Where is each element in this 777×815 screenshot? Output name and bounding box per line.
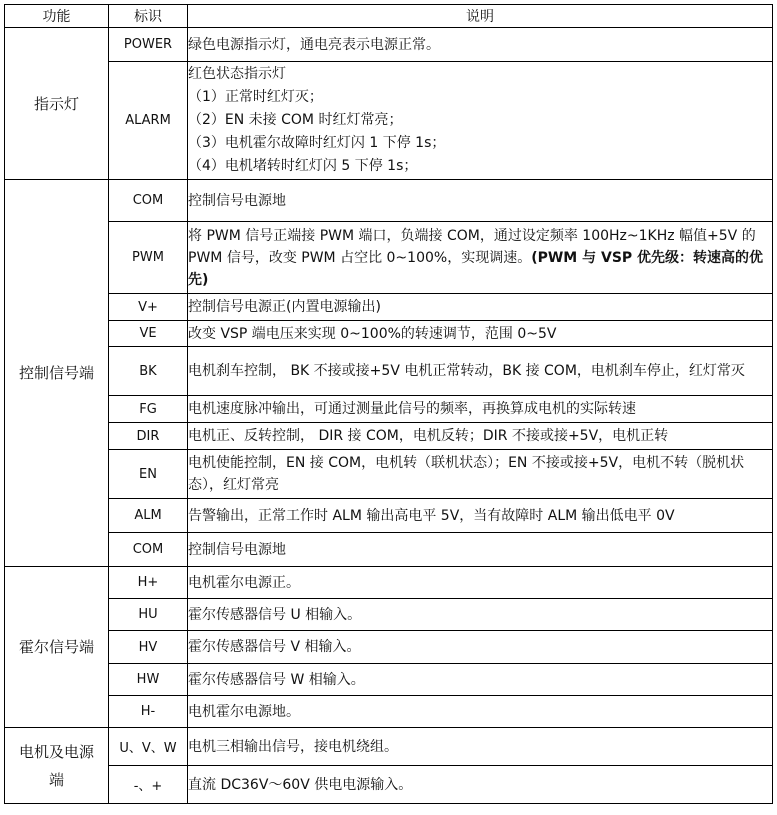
alarm-line: （1）正常时红灯灭；	[188, 89, 323, 105]
alarm-line: 红色状态指示灯	[188, 66, 286, 82]
table-row	[5, 396, 773, 423]
table-row	[5, 664, 773, 696]
table-row	[5, 347, 773, 396]
group-indicator: 指示灯	[5, 28, 109, 180]
desc-alarm	[188, 62, 773, 180]
table-row	[5, 321, 773, 347]
tag-power-in: -、+	[109, 766, 188, 804]
table-row	[5, 450, 773, 499]
desc-hminus: 电机霍尔电源地。	[188, 696, 773, 728]
header-function: 功能	[5, 5, 109, 28]
table-row	[5, 62, 773, 180]
tag-pwm: PWM	[109, 222, 188, 294]
table-row	[5, 696, 773, 728]
tag-com: COM	[109, 180, 188, 222]
pwm-priority-note: (PWM 与 VSP 优先级：转速高的优先)	[188, 249, 764, 288]
tag-hplus: H+	[109, 567, 188, 599]
desc-hw: 霍尔传感器信号 W 相输入。	[188, 664, 773, 696]
header-desc: 说明	[188, 5, 773, 28]
alarm-line: （4）电机堵转时红灯闪 5 下停 1s；	[188, 158, 418, 174]
desc-power: 绿色电源指示灯，通电亮表示电源正常。	[188, 28, 773, 62]
desc-dir: 电机正、反转控制， DIR 接 COM，电机反转；DIR 不接或接+5V，电机正转	[188, 423, 773, 450]
desc-com: 控制信号电源地	[188, 180, 773, 222]
header-row	[5, 5, 773, 28]
tag-uvw: U、V、W	[109, 728, 188, 766]
group-control: 控制信号端	[5, 180, 109, 567]
desc-fg: 电机速度脉冲输出，可通过测量此信号的频率，再换算成电机的实际转速	[188, 396, 773, 423]
table-row	[5, 294, 773, 321]
desc-pwm	[188, 222, 773, 294]
tag-dir: DIR	[109, 423, 188, 450]
desc-en: 电机使能控制，EN 接 COM，电机转（联机状态）；EN 不接或接+5V，电机不转（脱机状态），红灯常亮	[188, 450, 773, 499]
desc-uvw: 电机三相输出信号，接电机绕组。	[188, 728, 773, 766]
pwm-desc-text: 将 PWM 信号正端接 PWM 端口，负端接 COM，通过设定频率 100Hz~1KHz 幅值+5V 的 PWM 信号，改变 PWM 占空比 0~100%，实现调速。	[188, 227, 756, 266]
tag-fg: FG	[109, 396, 188, 423]
desc-vplus: 控制信号电源正(内置电源输出)	[188, 294, 773, 321]
table-row	[5, 180, 773, 222]
tag-en: EN	[109, 450, 188, 499]
tag-vplus: V+	[109, 294, 188, 321]
table-row	[5, 222, 773, 294]
tag-hw: HW	[109, 664, 188, 696]
desc-ve: 改变 VSP 端电压来实现 0~100%的转速调节，范围 0~5V	[188, 321, 773, 347]
desc-alm: 告警输出，正常工作时 ALM 输出高电平 5V，当有故障时 ALM 输出低电平 0V	[188, 499, 773, 533]
table-row	[5, 423, 773, 450]
tag-alarm: ALARM	[109, 62, 188, 180]
table-row	[5, 631, 773, 664]
alarm-line: （3）电机霍尔故障时红灯闪 1 下停 1s；	[188, 135, 446, 151]
desc-hplus: 电机霍尔电源正。	[188, 567, 773, 599]
desc-hu: 霍尔传感器信号 U 相输入。	[188, 599, 773, 631]
tag-hv: HV	[109, 631, 188, 664]
tag-alm: ALM	[109, 499, 188, 533]
table-row	[5, 599, 773, 631]
tag-hminus: H-	[109, 696, 188, 728]
table-row	[5, 766, 773, 804]
group-hall: 霍尔信号端	[5, 567, 109, 728]
alarm-line: （2）EN 未接 COM 时红灯常亮；	[188, 112, 403, 128]
group-motor: 电机及电源端	[5, 728, 109, 804]
tag-bk: BK	[109, 347, 188, 396]
spec-table	[4, 4, 773, 804]
tag-power: POWER	[109, 28, 188, 62]
table-row	[5, 567, 773, 599]
tag-ve: VE	[109, 321, 188, 347]
header-tag: 标识	[109, 5, 188, 28]
desc-bk: 电机刹车控制， BK 不接或接+5V 电机正常转动，BK 接 COM，电机刹车停止，红灯常灭	[188, 347, 773, 396]
table-row	[5, 28, 773, 62]
table-row	[5, 533, 773, 567]
tag-hu: HU	[109, 599, 188, 631]
desc-power-in: 直流 DC36V～60V 供电电源输入。	[188, 766, 773, 804]
table-row	[5, 499, 773, 533]
desc-com: 控制信号电源地	[188, 533, 773, 567]
desc-hv: 霍尔传感器信号 V 相输入。	[188, 631, 773, 664]
tag-com: COM	[109, 533, 188, 567]
table-row	[5, 728, 773, 766]
